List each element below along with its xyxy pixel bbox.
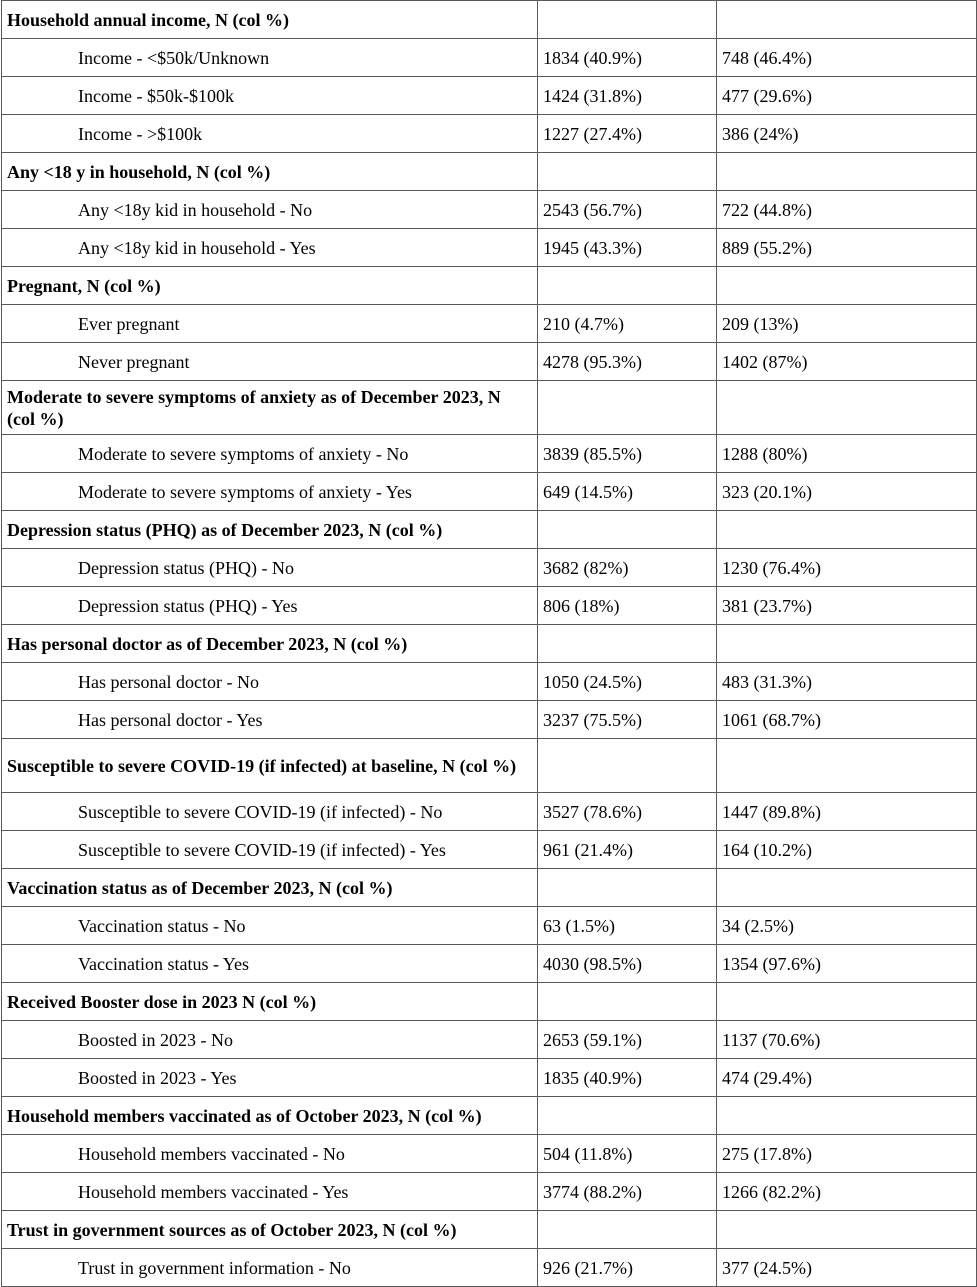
cell-group-1: 3774 (88.2%) bbox=[538, 1173, 717, 1211]
cell-group-1: 961 (21.4%) bbox=[538, 831, 717, 869]
table-row bbox=[2, 793, 977, 831]
cell-group-1: 3682 (82%) bbox=[538, 549, 717, 587]
cell-group-2: 1266 (82.2%) bbox=[717, 1173, 977, 1211]
table-row bbox=[2, 115, 977, 153]
cell-group-1: 806 (18%) bbox=[538, 587, 717, 625]
cell-group-1: 4030 (98.5%) bbox=[538, 945, 717, 983]
section-title: Susceptible to severe COVID-19 (if infected) at baseline, N (col %) bbox=[2, 739, 538, 793]
cell-group-2: 34 (2.5%) bbox=[717, 907, 977, 945]
row-label: Trust in government information - No bbox=[2, 1249, 538, 1287]
cell-group-2: 748 (46.4%) bbox=[717, 39, 977, 77]
table-row bbox=[2, 39, 977, 77]
table-row bbox=[2, 663, 977, 701]
cell-group-1: 1424 (31.8%) bbox=[538, 77, 717, 115]
section-header-row bbox=[2, 1097, 977, 1135]
cell-group-1: 1834 (40.9%) bbox=[538, 39, 717, 77]
cell-group-2: 1402 (87%) bbox=[717, 343, 977, 381]
cell-group-1 bbox=[538, 381, 717, 435]
table-row bbox=[2, 1059, 977, 1097]
cell-group-2: 323 (20.1%) bbox=[717, 473, 977, 511]
row-label: Never pregnant bbox=[2, 343, 538, 381]
cell-group-1 bbox=[538, 1097, 717, 1135]
table-row bbox=[2, 1021, 977, 1059]
cell-group-2: 889 (55.2%) bbox=[717, 229, 977, 267]
cell-group-2: 164 (10.2%) bbox=[717, 831, 977, 869]
cell-group-2: 1447 (89.8%) bbox=[717, 793, 977, 831]
cell-group-2 bbox=[717, 625, 977, 663]
row-label: Household members vaccinated - No bbox=[2, 1135, 538, 1173]
cell-group-2: 1230 (76.4%) bbox=[717, 549, 977, 587]
table-row bbox=[2, 549, 977, 587]
cell-group-1: 4278 (95.3%) bbox=[538, 343, 717, 381]
cell-group-1: 2543 (56.7%) bbox=[538, 191, 717, 229]
table-row bbox=[2, 945, 977, 983]
table-row bbox=[2, 907, 977, 945]
cell-group-2 bbox=[717, 739, 977, 793]
row-label: Has personal doctor - No bbox=[2, 663, 538, 701]
table-row bbox=[2, 229, 977, 267]
cell-group-2 bbox=[717, 869, 977, 907]
table-row bbox=[2, 435, 977, 473]
row-label: Ever pregnant bbox=[2, 305, 538, 343]
cell-group-1: 649 (14.5%) bbox=[538, 473, 717, 511]
cell-group-2 bbox=[717, 267, 977, 305]
table-row bbox=[2, 1135, 977, 1173]
section-header-row bbox=[2, 153, 977, 191]
cell-group-2: 722 (44.8%) bbox=[717, 191, 977, 229]
row-label: Moderate to severe symptoms of anxiety - Yes bbox=[2, 473, 538, 511]
table-row bbox=[2, 473, 977, 511]
table-row bbox=[2, 701, 977, 739]
row-label: Vaccination status - No bbox=[2, 907, 538, 945]
section-header-row bbox=[2, 1, 977, 39]
cell-group-1: 926 (21.7%) bbox=[538, 1249, 717, 1287]
table-row bbox=[2, 77, 977, 115]
cell-group-2: 477 (29.6%) bbox=[717, 77, 977, 115]
cell-group-1 bbox=[538, 739, 717, 793]
cell-group-1 bbox=[538, 267, 717, 305]
section-title: Vaccination status as of December 2023, N (col %) bbox=[2, 869, 538, 907]
section-title: Pregnant, N (col %) bbox=[2, 267, 538, 305]
cell-group-2: 275 (17.8%) bbox=[717, 1135, 977, 1173]
row-label: Income - $50k-$100k bbox=[2, 77, 538, 115]
row-label: Household members vaccinated - Yes bbox=[2, 1173, 538, 1211]
row-label: Moderate to severe symptoms of anxiety - No bbox=[2, 435, 538, 473]
cell-group-2 bbox=[717, 1097, 977, 1135]
section-title: Moderate to severe symptoms of anxiety as of December 2023, N (col %) bbox=[2, 381, 538, 435]
row-label: Any <18y kid in household - Yes bbox=[2, 229, 538, 267]
table-row bbox=[2, 1249, 977, 1287]
cell-group-1 bbox=[538, 625, 717, 663]
section-title: Received Booster dose in 2023 N (col %) bbox=[2, 983, 538, 1021]
cell-group-2: 1288 (80%) bbox=[717, 435, 977, 473]
table-row bbox=[2, 191, 977, 229]
section-header-row bbox=[2, 511, 977, 549]
cell-group-1: 1945 (43.3%) bbox=[538, 229, 717, 267]
row-label: Any <18y kid in household - No bbox=[2, 191, 538, 229]
cell-group-2: 1061 (68.7%) bbox=[717, 701, 977, 739]
table-row bbox=[2, 305, 977, 343]
cell-group-1 bbox=[538, 1, 717, 39]
section-header-row bbox=[2, 739, 977, 793]
cell-group-2: 386 (24%) bbox=[717, 115, 977, 153]
cell-group-2 bbox=[717, 153, 977, 191]
table-row bbox=[2, 1173, 977, 1211]
section-header-row bbox=[2, 983, 977, 1021]
cell-group-1: 1050 (24.5%) bbox=[538, 663, 717, 701]
section-header-row bbox=[2, 869, 977, 907]
data-table bbox=[1, 0, 977, 1287]
cell-group-1: 210 (4.7%) bbox=[538, 305, 717, 343]
row-label: Boosted in 2023 - No bbox=[2, 1021, 538, 1059]
cell-group-2 bbox=[717, 511, 977, 549]
section-header-row bbox=[2, 625, 977, 663]
row-label: Boosted in 2023 - Yes bbox=[2, 1059, 538, 1097]
cell-group-2 bbox=[717, 983, 977, 1021]
cell-group-2 bbox=[717, 1211, 977, 1249]
section-header-row bbox=[2, 381, 977, 435]
cell-group-2: 377 (24.5%) bbox=[717, 1249, 977, 1287]
cell-group-1 bbox=[538, 1211, 717, 1249]
section-title: Household members vaccinated as of October 2023, N (col %) bbox=[2, 1097, 538, 1135]
cell-group-2: 381 (23.7%) bbox=[717, 587, 977, 625]
cell-group-1: 504 (11.8%) bbox=[538, 1135, 717, 1173]
row-label: Has personal doctor - Yes bbox=[2, 701, 538, 739]
section-title: Household annual income, N (col %) bbox=[2, 1, 538, 39]
section-title: Has personal doctor as of December 2023, N (col %) bbox=[2, 625, 538, 663]
cell-group-2 bbox=[717, 1, 977, 39]
cell-group-1 bbox=[538, 511, 717, 549]
cell-group-1 bbox=[538, 153, 717, 191]
cell-group-1: 3527 (78.6%) bbox=[538, 793, 717, 831]
cell-group-1: 63 (1.5%) bbox=[538, 907, 717, 945]
section-header-row bbox=[2, 267, 977, 305]
cell-group-1 bbox=[538, 983, 717, 1021]
section-header-row bbox=[2, 1211, 977, 1249]
cell-group-1: 2653 (59.1%) bbox=[538, 1021, 717, 1059]
cell-group-2: 209 (13%) bbox=[717, 305, 977, 343]
row-label: Depression status (PHQ) - Yes bbox=[2, 587, 538, 625]
cell-group-1: 1835 (40.9%) bbox=[538, 1059, 717, 1097]
row-label: Susceptible to severe COVID-19 (if infected) - Yes bbox=[2, 831, 538, 869]
section-title: Any <18 y in household, N (col %) bbox=[2, 153, 538, 191]
cell-group-1: 3839 (85.5%) bbox=[538, 435, 717, 473]
cell-group-1: 3237 (75.5%) bbox=[538, 701, 717, 739]
row-label: Susceptible to severe COVID-19 (if infected) - No bbox=[2, 793, 538, 831]
cell-group-2: 474 (29.4%) bbox=[717, 1059, 977, 1097]
row-label: Income - <$50k/Unknown bbox=[2, 39, 538, 77]
row-label: Depression status (PHQ) - No bbox=[2, 549, 538, 587]
row-label: Income - >$100k bbox=[2, 115, 538, 153]
table-row bbox=[2, 831, 977, 869]
section-title: Trust in government sources as of October 2023, N (col %) bbox=[2, 1211, 538, 1249]
table-row bbox=[2, 587, 977, 625]
cell-group-1 bbox=[538, 869, 717, 907]
cell-group-2: 483 (31.3%) bbox=[717, 663, 977, 701]
cell-group-1: 1227 (27.4%) bbox=[538, 115, 717, 153]
cell-group-2: 1354 (97.6%) bbox=[717, 945, 977, 983]
row-label: Vaccination status - Yes bbox=[2, 945, 538, 983]
section-title: Depression status (PHQ) as of December 2023, N (col %) bbox=[2, 511, 538, 549]
table-row bbox=[2, 343, 977, 381]
table-body bbox=[2, 1, 977, 1287]
cell-group-2 bbox=[717, 381, 977, 435]
cell-group-2: 1137 (70.6%) bbox=[717, 1021, 977, 1059]
